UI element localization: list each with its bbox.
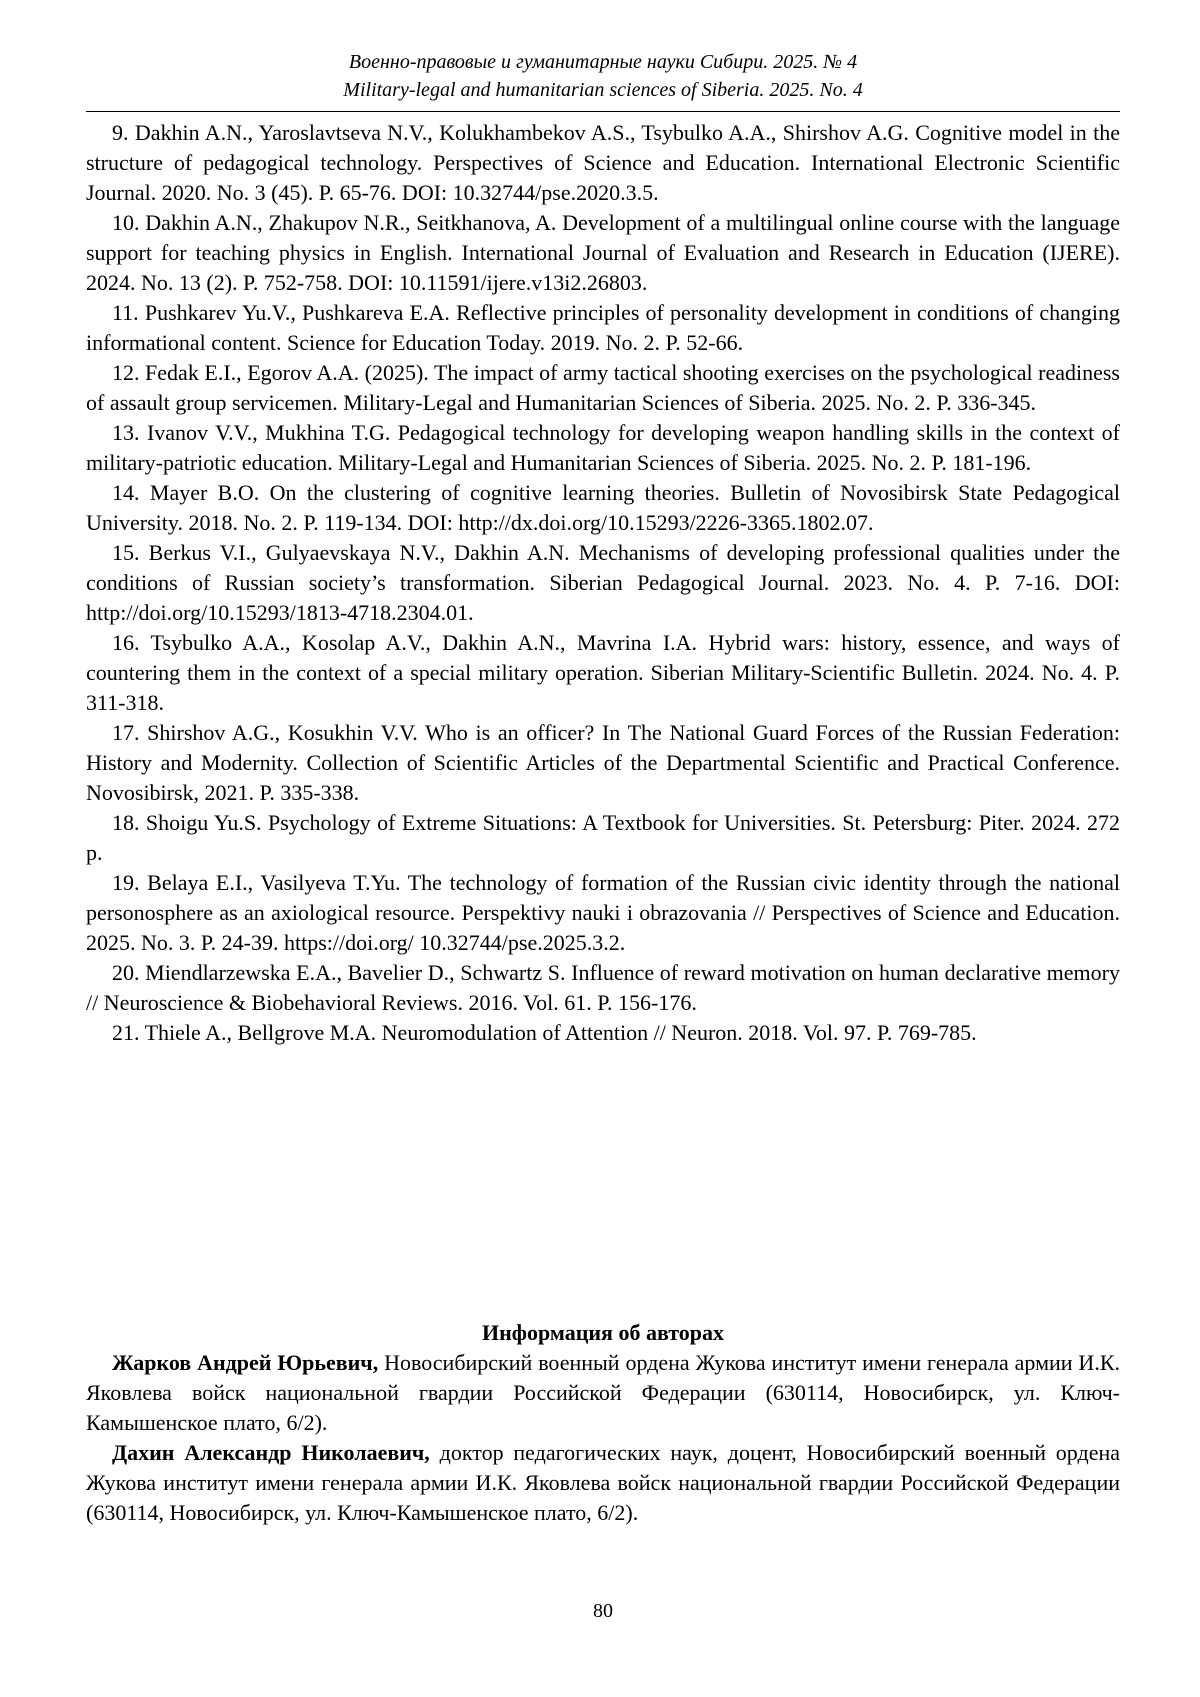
author-details: доктор педагогических наук, доцент, Новосибирский военный ордена Жукова институт имени генерала армии И.К. Яковлева войск национальной гвардии Российской Федерации (630114, Новосибирск, ул. Ключ-Камышенское плато, 6/2).	[86, 1440, 1121, 1525]
reference-item: 19. Belaya E.I., Vasilyeva T.Yu. The technology of formation of the Russian civic identity through the national personosphere as an axiological resource. Perspektivy nauki i obrazovania // Perspectives of Science and Education. 2025. No. 3. P. 24-39. https://doi.org/ 10.32744/pse.2025.3.2.	[86, 870, 1120, 955]
reference-item: 21. Thiele A., Bellgrove M.A. Neuromodulation of Attention // Neuron. 2018. Vol. 97. P. 769-785.	[112, 1020, 977, 1045]
authors-list	[86, 1348, 1120, 1528]
author-entry	[86, 1438, 1120, 1528]
reference-item: 15. Berkus V.I., Gulyaevskaya N.V., Dakhin A.N. Mechanisms of developing professional qualities under the conditions of Russian society’s transformation. Siberian Pedagogical Journal. 2023. No. 4. P. 7-16. DOI: http://doi.org/10.15293/1813-4718.2304.01.	[86, 540, 1120, 625]
author-entry	[86, 1348, 1120, 1438]
reference-item: 14. Mayer B.O. On the clustering of cognitive learning theories. Bulletin of Novosibirsk State Pedagogical University. 2018. No. 2. P. 119-134. DOI: http://dx.doi.org/10.15293/2226-3365.1802.07.	[86, 480, 1120, 535]
header-divider	[86, 111, 1120, 112]
running-header	[86, 48, 1120, 104]
reference-item: 16. Tsybulko A.A., Kosolap A.V., Dakhin A.N., Mavrina I.A. Hybrid wars: history, essence, and ways of countering them in the context of a special military operation. Siberian Military-Scientific Bulletin. 2024. No. 4. P. 311-318.	[86, 630, 1120, 715]
reference-item: 17. Shirshov A.G., Kosukhin V.V. Who is an officer? In The National Guard Forces of the Russian Federation: History and Modernity. Collection of Scientific Articles of the Departmental Scientific and Practical Conference. Novosibirsk, 2021. P. 335-338.	[86, 720, 1120, 805]
reference-item: 12. Fedak E.I., Egorov A.A. (2025). The impact of army tactical shooting exercises on the psychological readiness of assault group servicemen. Military-Legal and Humanitarian Sciences of Siberia. 2025. No. 2. P. 336-345.	[86, 360, 1120, 415]
reference-item: 11. Pushkarev Yu.V., Pushkareva E.A. Reflective principles of personality development in conditions of changing informational content. Science for Education Today. 2019. No. 2. P. 52-66.	[86, 300, 1120, 355]
author-details: Новосибирский военный ордена Жукова институт имени генерала армии И.К. Яковлева войск национальной гвардии Российской Федерации (630114, Новосибирск, ул. Ключ-Камышенское плато, 6/2).	[86, 1350, 1120, 1435]
author-name: Дахин Александр Николаевич,	[112, 1440, 430, 1465]
reference-item: 9. Dakhin A.N., Yaroslavtseva N.V., Kolukhambekov A.S., Tsybulko A.A., Shirshov A.G. Cognitive model in the structure of pedagogical technology. Perspectives of Science and Education. International Electronic Scientific Journal. 2020. No. 3 (45). P. 65-76. DOI: 10.32744/pse.2020.3.5.	[86, 120, 1120, 205]
reference-item: 20. Miendlarzewska E.A., Bavelier D., Schwartz S. Influence of reward motivation on human declarative memory // Neuroscience & Biobehavioral Reviews. 2016. Vol. 61. P. 156-176.	[86, 960, 1120, 1015]
reference-item: 18. Shoigu Yu.S. Psychology of Extreme Situations: A Textbook for Universities. St. Petersburg: Piter. 2024. 272 p.	[86, 810, 1120, 865]
author-name: Жарков Андрей Юрьевич,	[112, 1350, 379, 1375]
header-line-en: Military-legal and humanitarian sciences of Siberia. 2025. No. 4	[343, 79, 863, 101]
authors-heading: Информация об авторах	[481, 1320, 725, 1345]
page-number: 80	[593, 1600, 613, 1622]
header-line-ru: Военно-правовые и гуманитарные науки Сибири. 2025. № 4	[348, 51, 858, 73]
reference-item: 13. Ivanov V.V., Mukhina T.G. Pedagogical technology for developing weapon handling skills in the context of military-patriotic education. Military-Legal and Humanitarian Sciences of Siberia. 2025. No. 2. P. 181-196.	[86, 420, 1120, 475]
reference-list	[86, 118, 1120, 1048]
reference-item: 10. Dakhin A.N., Zhakupov N.R., Seitkhanova, A. Development of a multilingual online course with the language support for teaching physics in English. International Journal of Evaluation and Research in Education (IJERE). 2024. No. 13 (2). P. 752-758. DOI: 10.11591/ijere.v13i2.26803.	[86, 210, 1120, 295]
